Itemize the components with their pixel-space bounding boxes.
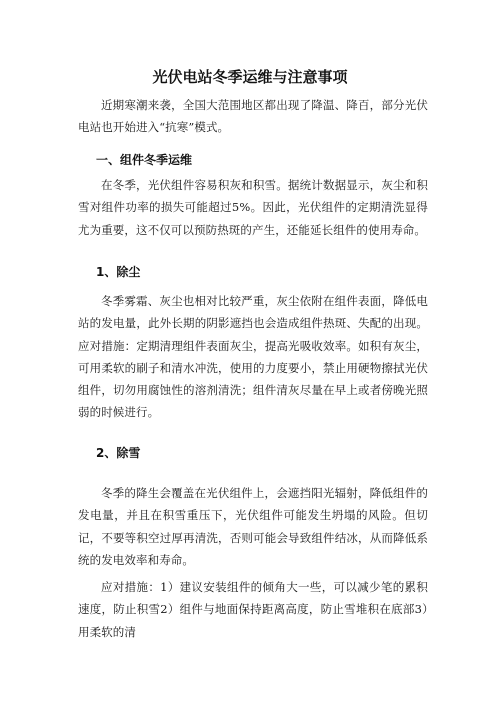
section-heading-module-winter-maintenance: 一、组件冬季运维 [96, 153, 193, 167]
dust-removal-paragraph: 冬季雾霜、灰尘也相对比较严重，灰尘依附在组件表面，降低电站的发电量，此外长期的阴影遮挡也会造成组件热斑、失配的出现。应对措施：定期清理组件表面灰尘，提高光吸收效率。如积有灰尘，可用柔软的刷子和清水冲洗，使用的力度要小，禁止用硬物擦拭光伏组件，切勿用腐蚀性的溶剂清洗；组件清灰尽量在早上或者傍晚光照弱的时候进行。 [78, 294, 428, 420]
document-title: 光伏电站冬季运维与注意事项 [152, 68, 348, 86]
intro-paragraph: 近期寒潮来袭，全国大范围地区都出现了降温、降百，部分光伏电站也开始进入“抗寒”模式。 [78, 98, 428, 135]
section-1-paragraph: 在冬季，光伏组件容易积灰和积雪。据统计数据显示，灰尘和积雪对组件功率的损失可能超过5%。因此，光伏组件的定期清洗显得尤为重要，这不仅可以预防热斑的产生，还能延长组件的使用寿命。 [78, 178, 428, 237]
subheading-dust-removal: 1、除尘 [96, 265, 141, 279]
subheading-snow-removal: 2、除雪 [96, 446, 141, 460]
snow-removal-paragraph-1: 冬季的降生会覆盖在光伏组件上，会遮挡阳光辐射，降低组件的发电量，并且在积雪重压下，光伏组件可能发生坍塌的风险。但切记，不要等积空过厚再清洗，否则可能会导致组件结冰，从而降低系统的发电效率和寿命。 [78, 486, 428, 567]
snow-removal-paragraph-2: 应对措施：1）建议安装组件的倾角大一些，可以减少笔的累积速度，防止积雪2）组件与地面保持距离高度，防止雪堆积在底部3）用柔软的清 [78, 580, 428, 639]
